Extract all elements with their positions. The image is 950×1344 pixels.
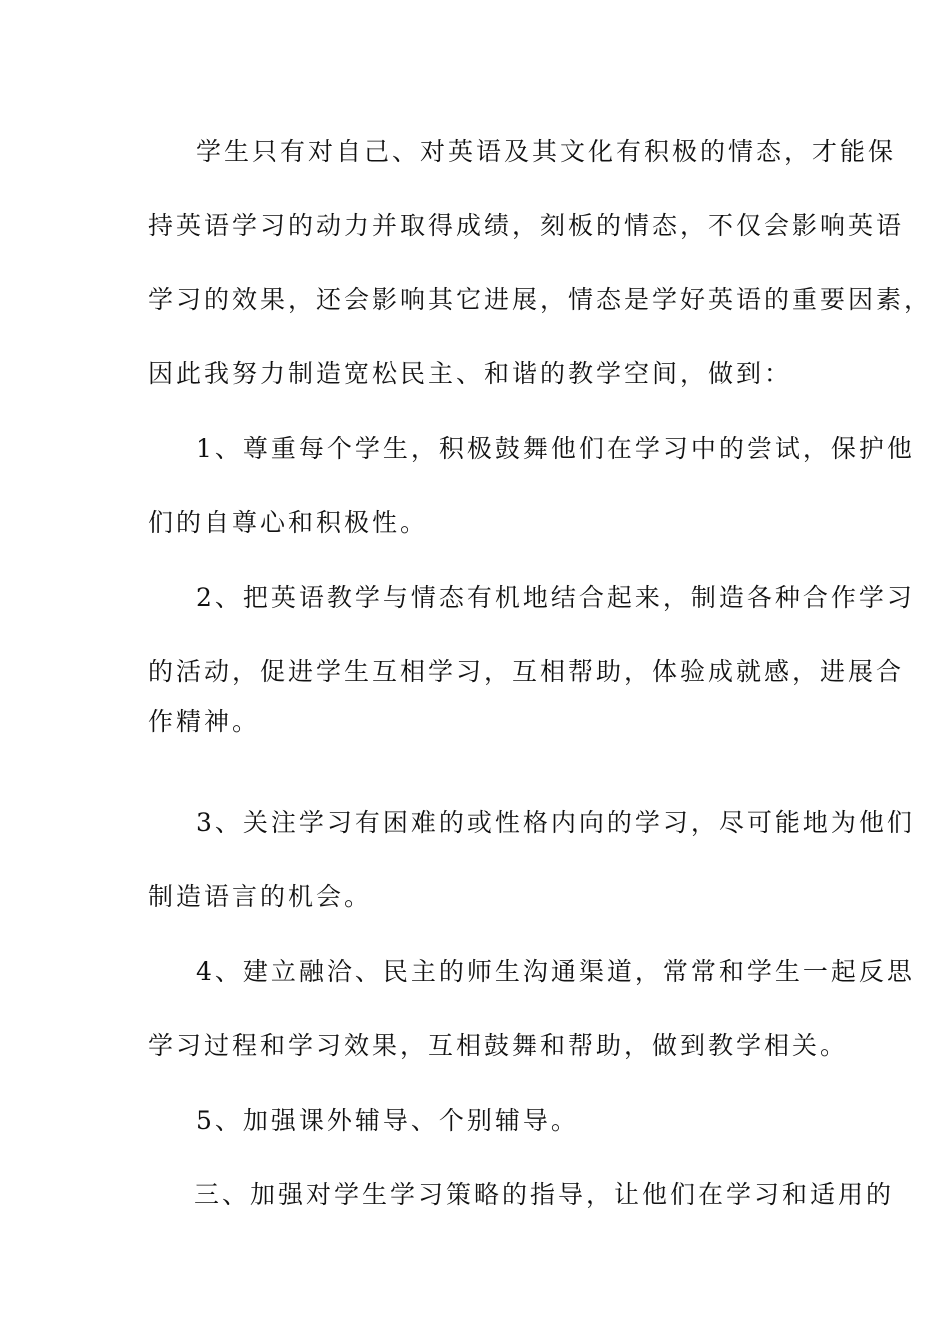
section-heading-line: 三、加强对学生学习策略的指导，让他们在学习和适用的: [194, 1180, 895, 1209]
paragraph-line: 学生只有对自己、对英语及其文化有积极的情态，才能保: [196, 137, 897, 166]
paragraph-line: 因此我努力制造宽松民主、和谐的教学空间，做到：: [148, 359, 793, 388]
list-item-line: 制造语言的机会。: [148, 882, 373, 911]
list-item-line: 5、加强课外辅导、个别辅导。: [196, 1106, 579, 1135]
list-item-line: 4、建立融洽、民主的师生沟通渠道，常常和学生一起反思: [196, 957, 915, 986]
list-item-line: 3、关注学习有困难的或性格内向的学习，尽可能地为他们: [196, 808, 915, 837]
paragraph-line: 持英语学习的动力并取得成绩，刻板的情态，不仅会影响英语: [148, 211, 905, 240]
list-item-line: 作精神。: [148, 707, 261, 736]
paragraph-line: 学习的效果，还会影响其它进展，情态是学好英语的重要因素，: [148, 285, 933, 314]
list-item-line: 们的自尊心和积极性。: [148, 508, 429, 537]
list-item-line: 1、尊重每个学生，积极鼓舞他们在学习中的尝试，保护他: [196, 434, 915, 463]
list-item-line: 2、把英语教学与情态有机地结合起来，制造各种合作学习: [196, 583, 915, 612]
list-item-line: 的活动，促进学生互相学习，互相帮助，体验成就感，进展合: [148, 657, 905, 686]
list-item-line: 学习过程和学习效果，互相鼓舞和帮助，做到教学相关。: [148, 1031, 849, 1060]
